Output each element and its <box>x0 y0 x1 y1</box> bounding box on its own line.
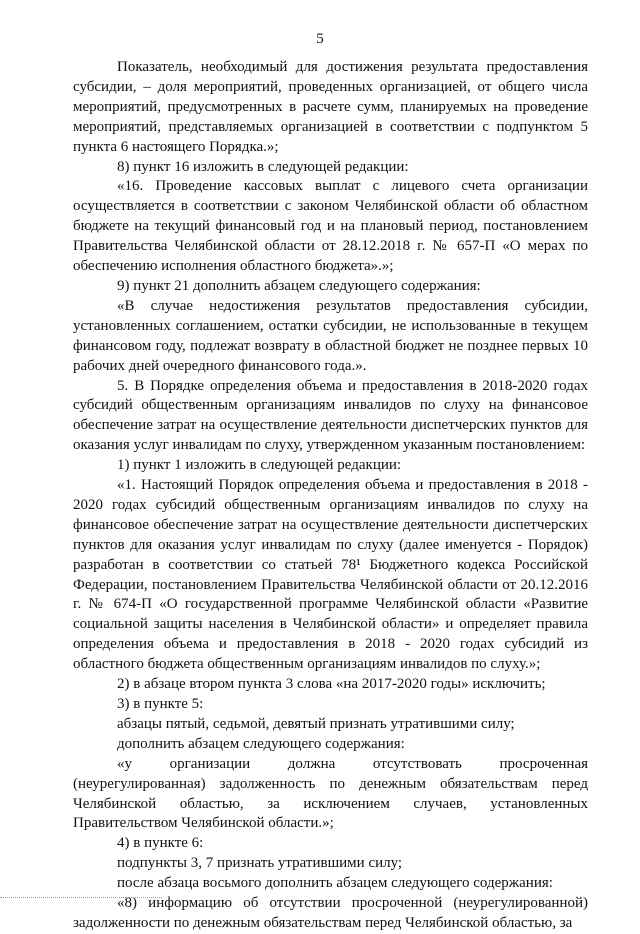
paragraph-point-16-text: «16. Проведение кассовых выплат с лицевого счета организации осуществляется в соответствии с законом Челябинской области об областном бюджете на текущий финансовый год и на плановый период, постановлением Правительства Челябинской области от 28.12.2018 г. № 657-П «О мерах по обеспечению исполнения областного бюджета».»; <box>73 178 588 275</box>
paragraph-point-1-text: «1. Настоящий Порядок определения объема и предоставления в 2018 - 2020 годах субсидий общественным организациям инвалидов по слуху на финансовое обеспечение затрат на осуществление деятельности диспетчерских пунктов для оказания услуг инвалидам по слуху (далее именуется - Порядок) разработан в соответствии со статьей 78¹ Бюджетного кодекса Российской Федерации, постановлением Правительства Челябинской области от 20.12.2016 г. № 674-П «О государственной программе Челябинской области «Развитие социальной защиты населения в Челябинской области» и определяет правила определения объема и предоставления в 2018 - 2020 годах субсидий из областного бюджета общественным организациям инвалидов по слуху.»; <box>73 477 588 673</box>
paragraph-indicator-definition: Показатель, необходимый для достижения результата предоставления субсидии, – доля мероприятий, проведенных организацией, от общего числа мероприятий, предусмотренных в расчете сумм, планируемых на проведение мероприятий, представляемых организацией в соответствии с подпунктом 5 пункта 6 настоящего Порядка.»; <box>73 59 588 155</box>
paragraph-point-21-addition: «В случае недостижения результатов предоставления субсидии, установленных соглашением, остатки субсидии, не использованные в текущем финансовом году, подлежат возврату в областной бюджет не позднее первых 10 рабочих дней очередного финансового года.». <box>73 297 588 374</box>
paragraph-item-3-addition-intro: дополнить абзацем следующего содержания: <box>117 735 405 752</box>
paragraph-item-4-addition-intro: после абзаца восьмого дополнить абзацем следующего содержания: <box>117 875 553 892</box>
paragraph-item-1-intro: 1) пункт 1 изложить в следующей редакции: <box>117 457 402 474</box>
paragraph-item-3-addition-text: «у организации должна отсутствовать просроченная (неурегулированная) задолженность по денежным обязательствам перед Челябинской областью, за исключением случаев, установленных Правительством Челябинской области.»; <box>73 755 588 832</box>
paragraph-item-4-repeal: подпункты 3, 7 признать утратившими силу; <box>117 855 403 872</box>
footer-divider <box>0 897 162 898</box>
paragraph-item-2: 2) в абзаце втором пункта 3 слова «на 2017-2020 годы» исключить; <box>117 676 546 693</box>
paragraph-item-8-intro: 8) пункт 16 изложить в следующей редакции: <box>117 158 409 175</box>
paragraph-section-5-intro: 5. В Порядке определения объема и предоставления в 2018-2020 годах субсидий общественным организациям инвалидов по слуху на финансовое обеспечение затрат на осуществление деятельности диспетчерских пунктов для оказания услуг инвалидам по слуху, утвержденном указанным постановлением: <box>73 377 588 454</box>
paragraph-item-3-repeal: абзацы пятый, седьмой, девятый признать утратившими силу; <box>117 715 515 732</box>
paragraph-item-9-intro: 9) пункт 21 дополнить абзацем следующего содержания: <box>117 277 481 294</box>
paragraph-item-4-addition-text: «8) информацию об отсутствии просроченной (неурегулированной) задолженности по денежным обязательствам перед Челябинской областью, за <box>73 895 588 931</box>
paragraph-item-3-intro: 3) в пункте 5: <box>117 696 204 712</box>
document-body <box>73 58 588 934</box>
paragraph-item-4-intro: 4) в пункте 6: <box>117 835 204 852</box>
page-number: 5 <box>316 31 324 47</box>
